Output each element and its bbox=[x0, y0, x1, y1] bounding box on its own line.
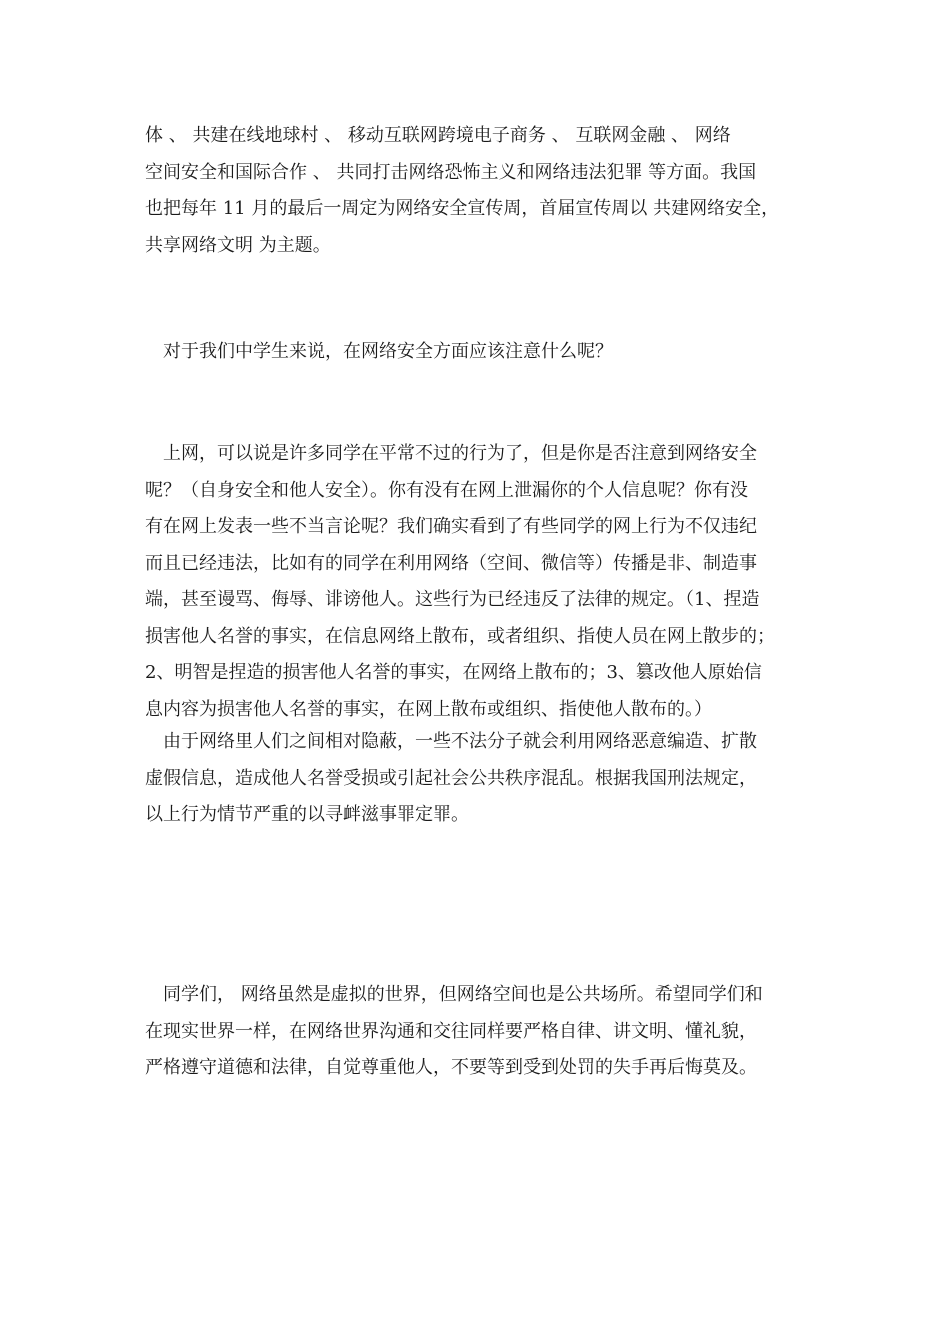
text-line: 严格遵守道德和法律，自觉尊重他人，不要等到受到处罚的失手再后悔莫及。 bbox=[145, 1057, 757, 1078]
text-line: 端，甚至谩骂、侮辱、诽谤他人。这些行为已经违反了法律的规定。（1、捏造 bbox=[145, 589, 760, 610]
paragraph-1 bbox=[145, 118, 815, 264]
text-line: 空间安全和国际合作 、 共同打击网络恐怖主义和网络违法犯罪 等方面。我国 bbox=[145, 161, 757, 183]
text-line: 由于网络里人们之间相对隐蔽，一些不法分子就会利用网络恶意编造、扩散 bbox=[145, 731, 757, 752]
text-line: 对于我们中学生来说，在网络安全方面应该注意什么呢？ bbox=[145, 341, 613, 362]
text-line: 以上行为情节严重的以寻衅滋事罪定罪。 bbox=[145, 804, 469, 825]
text-line: 共享网络文明 为主题。 bbox=[145, 234, 331, 256]
paragraph-3 bbox=[145, 436, 815, 728]
text-line: 有在网上发表一些不当言论呢？我们确实看到了有些同学的网上行为不仅违纪 bbox=[145, 516, 757, 537]
paragraph-2 bbox=[145, 334, 815, 371]
text-line: 息内容为损害他人名誉的事实，在网上散布或组织、指使他人散布的。） bbox=[145, 698, 712, 720]
text-line: 而且已经违法，比如有的同学在利用网络（空间、微信等）传播是非、制造事 bbox=[145, 552, 757, 574]
text-line: 也把每年 11 月的最后一周定为网络安全宣传周，首届宣传周以 共建网络安全， bbox=[145, 198, 780, 219]
paragraph-4 bbox=[145, 724, 815, 834]
paragraph-5 bbox=[145, 977, 815, 1087]
text-line: 虚假信息，造成他人名誉受损或引起社会公共秩序混乱。根据我国刑法规定， bbox=[145, 767, 757, 789]
text-line: 在现实世界一样，在网络世界沟通和交往同样要严格自律、讲文明、懂礼貌， bbox=[145, 1020, 757, 1042]
text-line: 2、明智是捏造的损害他人名誉的事实，在网络上散布的；3、篡改他人原始信 bbox=[145, 662, 762, 683]
text-line: 损害他人名誉的事实，在信息网络上散布，或者组织、指使人员在网上散步的； bbox=[145, 625, 775, 647]
text-line: 体 、 共建在线地球村 、 移动互联网跨境电子商务 、 互联网金融 、 网络 bbox=[145, 125, 731, 146]
text-line: 呢？（自身安全和他人安全）。你有没有在网上泄漏你的个人信息呢？你有没 bbox=[145, 479, 748, 501]
text-line: 同学们， 网络虽然是虚拟的世界，但网络空间也是公共场所。希望同学们和 bbox=[145, 984, 763, 1005]
text-line: 上网，可以说是许多同学在平常不过的行为了，但是你是否注意到网络安全 bbox=[145, 443, 757, 464]
